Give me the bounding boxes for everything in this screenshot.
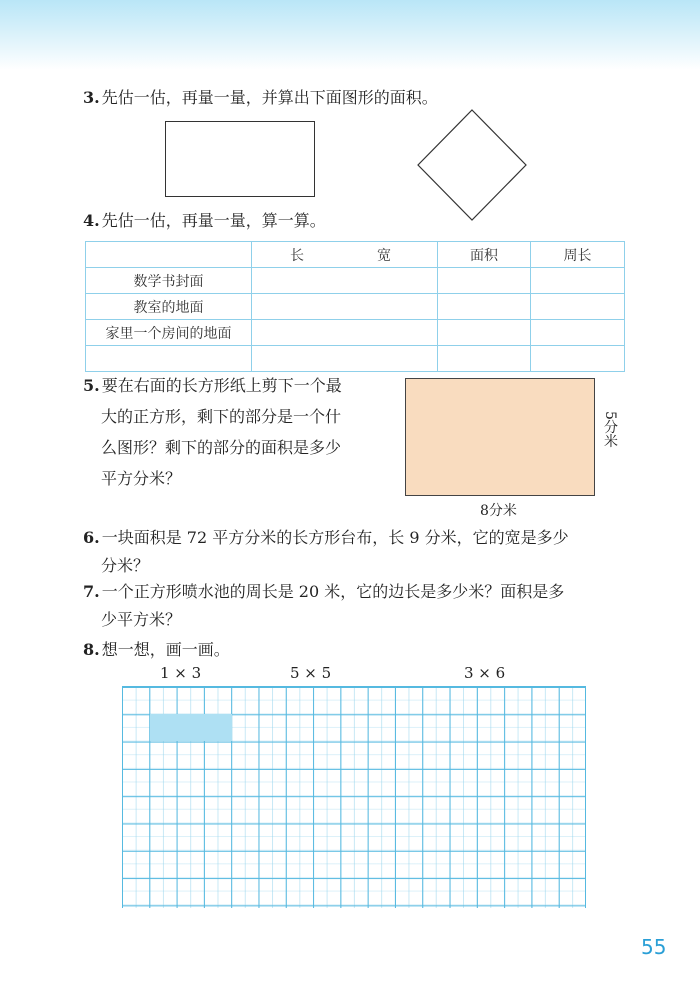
table-cell [86,242,252,268]
table-cell [438,294,531,320]
table-cell [438,268,531,294]
table-cell [438,320,531,346]
question-number: 4. [83,211,100,230]
table-row [86,320,625,346]
question-text-line: 一个正方形喷水池的周长是 20 米，它的边长是多少米？面积是多 [101,582,565,601]
question-text-line: 平方分米？ [101,469,182,488]
question-7 [83,578,564,606]
table-cell [531,268,625,294]
question-text-line: 少平方米？ [101,610,182,629]
question-text-line: 要在右面的长方形纸上剪下一个最 [101,376,342,395]
row-label: 家里一个房间的地面 [86,320,252,346]
table-cell [86,346,252,372]
table-row [86,346,625,372]
header-perimeter: 周长 [531,242,625,268]
question-text: 先估一估，再量一量，并算出下面图形的面积。 [101,88,438,107]
question-text: 想一想，画一画。 [101,640,230,659]
measurement-table [85,241,625,372]
question-number: 7. [83,582,100,601]
question-text-line: 么图形？剩下的部分的面积是多少 [101,438,342,457]
question-5 [83,372,342,400]
question-number: 5. [83,376,100,395]
header-length: 长 [290,247,304,264]
question-number: 8. [83,640,100,659]
table-cell [531,320,625,346]
shape-label: 3 × 6 [464,664,506,682]
table-cell [438,346,531,372]
question-text-line: 大的正方形，剩下的部分是一个什 [101,407,342,426]
table-header-row [86,242,625,268]
shape-label: 5 × 5 [290,664,332,682]
shape-label: 1 × 3 [160,664,202,682]
table-row [86,294,625,320]
bottom-dimension-label: 8分米 [480,503,517,519]
row-label: 教室的地面 [86,294,252,320]
question-number: 6. [83,528,100,547]
table-cell [531,294,625,320]
table-cell [252,268,438,294]
question-text: 先估一估，再量一量，算一算。 [101,211,326,230]
table-cell [252,320,438,346]
row-label: 数学书封面 [86,268,252,294]
question-6 [83,524,569,552]
square-diamond-figure [417,109,527,221]
side-dimension-label: 5分米 [602,411,618,448]
question-text-line: 一块面积是 72 平方分米的长方形台布，长 9 分米，它的宽是多少 [101,528,569,547]
table-cell [531,346,625,372]
question-text-line: 分米？ [101,556,150,575]
table-cell [252,294,438,320]
header-width: 宽 [377,247,391,264]
question-8 [83,636,230,664]
rectangular-paper [405,378,595,496]
question-4 [83,207,326,235]
header-band [0,0,700,70]
rectangle-figure [165,121,315,197]
question-3 [83,84,438,112]
table-cell [252,242,438,268]
table-cell [252,346,438,372]
example-rectangle-1x3 [150,714,232,741]
question-number: 3. [83,88,100,107]
header-area: 面积 [438,242,531,268]
table-row [86,268,625,294]
page-number: 55 [641,935,667,959]
